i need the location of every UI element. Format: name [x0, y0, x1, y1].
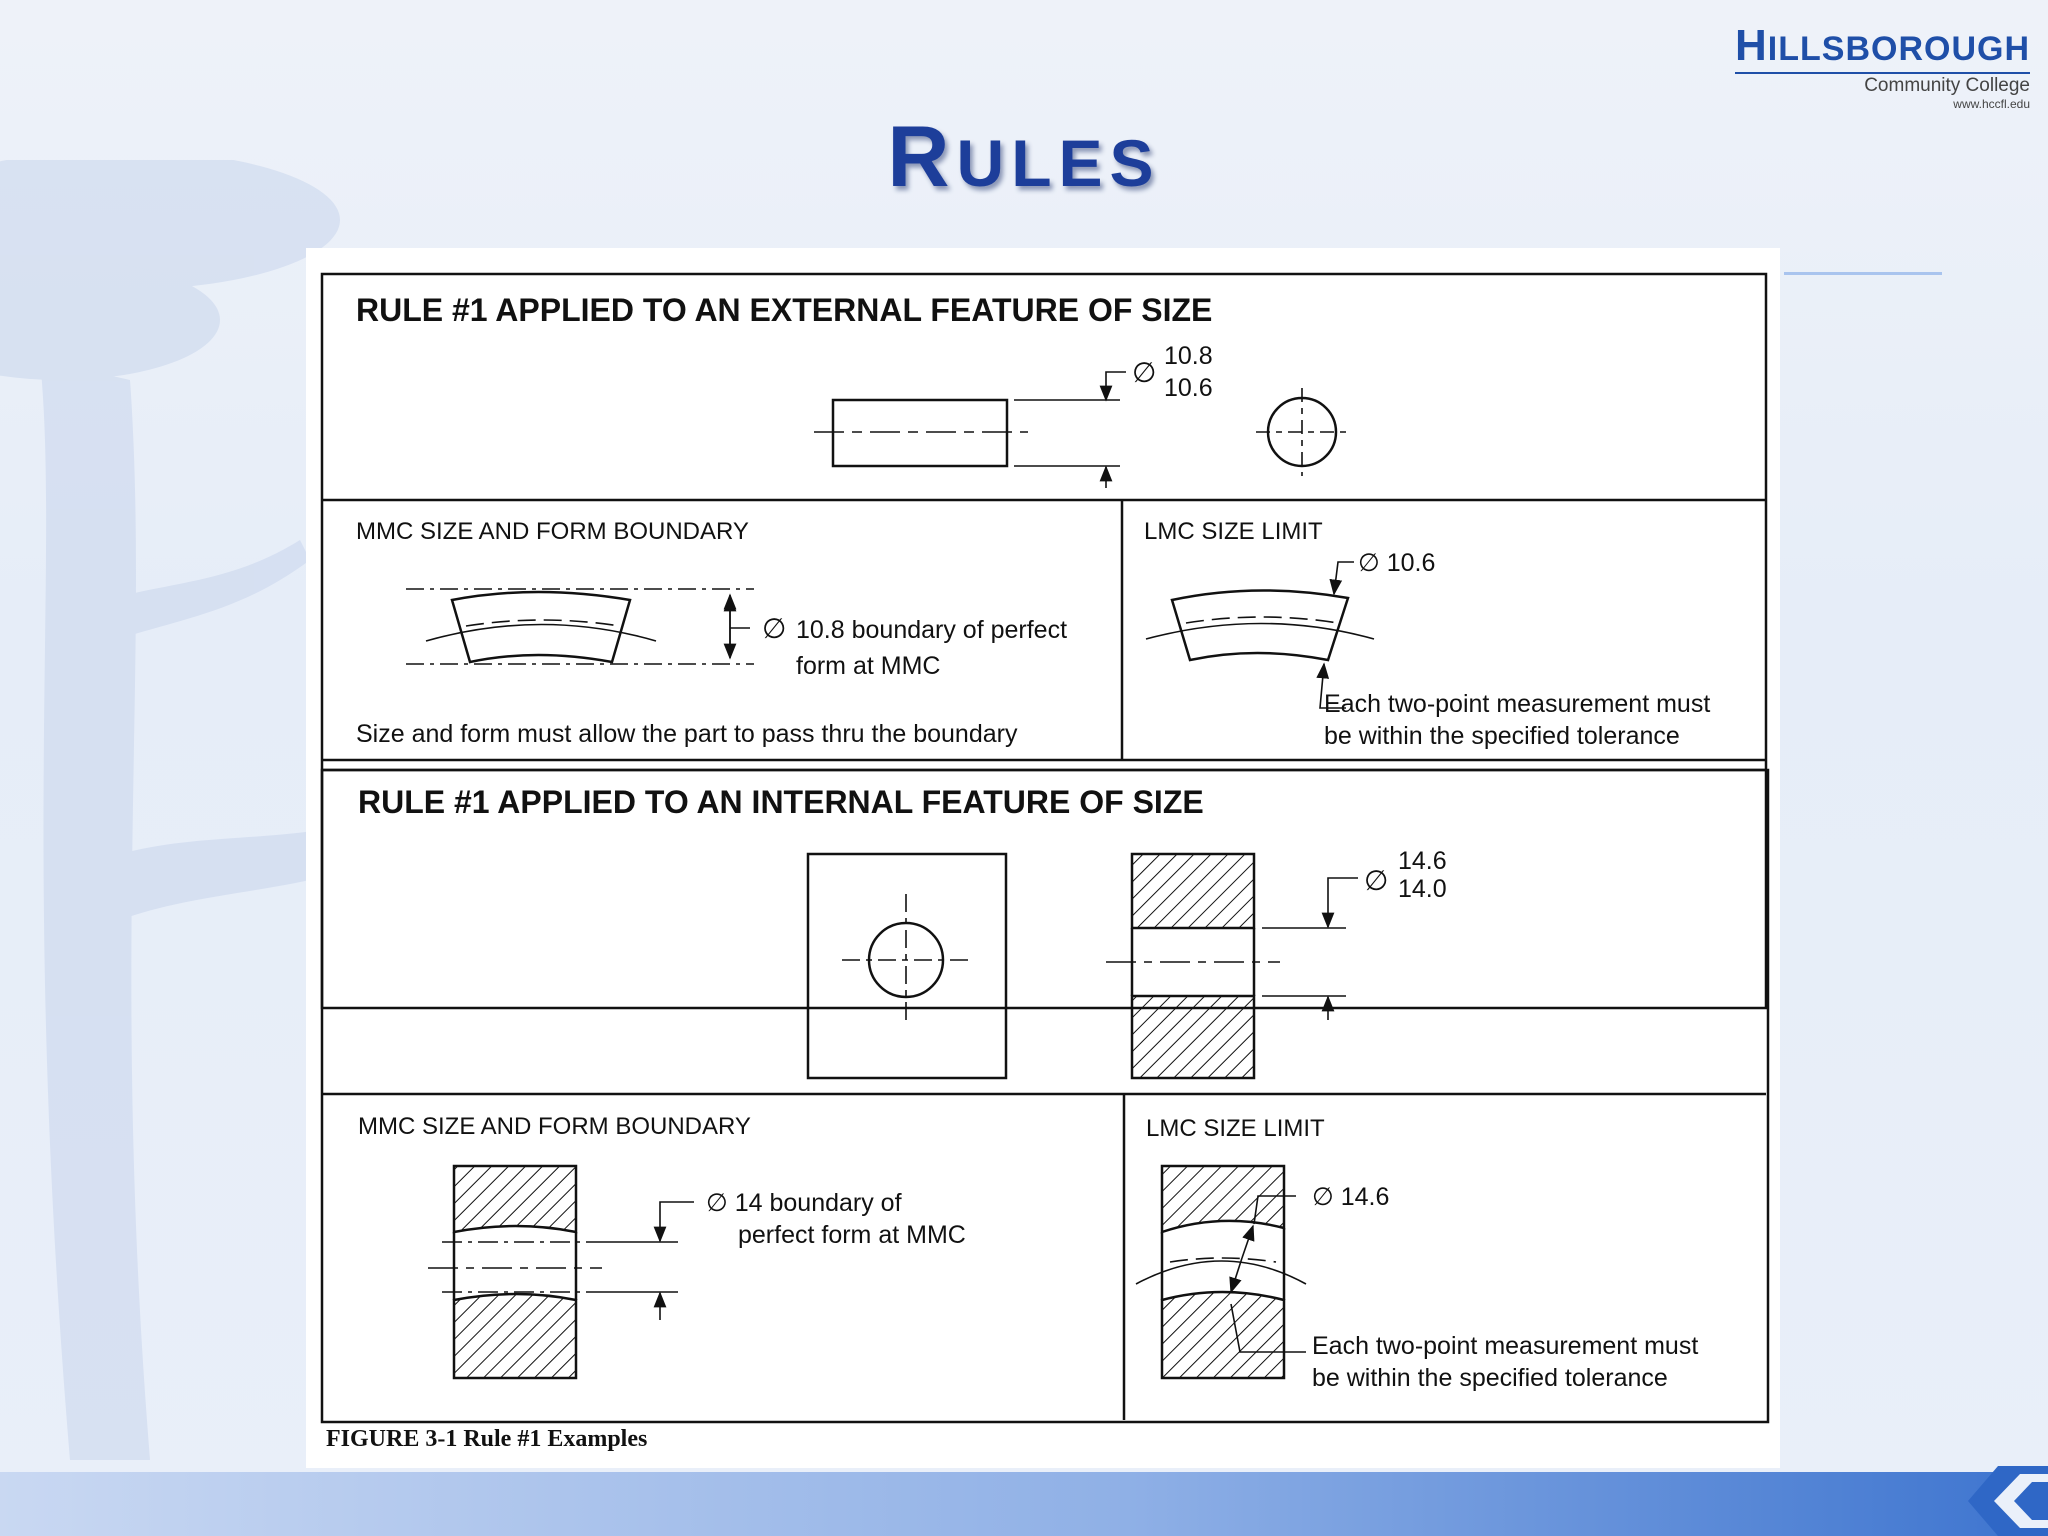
- logo-rule: [1735, 72, 2030, 74]
- internal-mmc-heading: MMC SIZE AND FORM BOUNDARY: [358, 1113, 751, 1140]
- slide-title: RULES: [887, 109, 1161, 205]
- internal-heading: RULE #1 APPLIED TO AN INTERNAL FEATURE OF SIZE: [358, 784, 1204, 820]
- external-dim-upper: 10.8: [1164, 342, 1213, 370]
- external-lmc-dim: ∅ 10.6: [1358, 549, 1436, 577]
- pin-end-view: [1256, 388, 1348, 476]
- plate-section-view: [1106, 854, 1358, 1078]
- internal-mmc-note-1: ∅ 14 boundary of: [706, 1189, 902, 1217]
- internal-dim-upper: 14.6: [1398, 847, 1447, 875]
- internal-dim-symbol: ∅: [1364, 865, 1389, 896]
- external-mmc-boundary-drawing: [406, 589, 754, 664]
- external-mmc-symbol: ∅: [762, 613, 787, 644]
- chevron-left-icon: [1928, 1466, 2048, 1536]
- internal-mmc-note-2: perfect form at MMC: [738, 1221, 966, 1249]
- external-lmc-note-1: Each two-point measurement must: [1324, 690, 1711, 718]
- rule-diagram: [306, 248, 1780, 1468]
- external-mmc-heading: MMC SIZE AND FORM BOUNDARY: [356, 518, 749, 545]
- internal-dim-lower: 14.0: [1398, 875, 1447, 903]
- external-mmc-note-2: form at MMC: [796, 652, 941, 680]
- external-mmc-footer: Size and form must allow the part to pass thru the boundary: [356, 720, 1018, 748]
- internal-lmc-note-2: be within the specified tolerance: [1312, 1364, 1668, 1392]
- external-lmc-note-2: be within the specified tolerance: [1324, 722, 1680, 750]
- plate-front-view: [808, 854, 1006, 1078]
- pin-side-view: [814, 372, 1126, 488]
- college-logo: [1735, 21, 2030, 111]
- decorative-line: [1784, 272, 1942, 275]
- logo-wordmark: HILLSBOROUGH: [1735, 21, 2030, 70]
- internal-mmc-drawing: [428, 1166, 694, 1378]
- external-heading: RULE #1 APPLIED TO AN EXTERNAL FEATURE OF SIZE: [356, 292, 1213, 328]
- internal-lmc-drawing: [1136, 1166, 1306, 1378]
- internal-lmc-dim: ∅ 14.6: [1312, 1183, 1390, 1211]
- logo-url: www.hccfl.edu: [1953, 96, 2030, 111]
- internal-lmc-note-1: Each two-point measurement must: [1312, 1332, 1699, 1360]
- external-dim-lower: 10.6: [1164, 374, 1213, 402]
- internal-lmc-heading: LMC SIZE LIMIT: [1146, 1115, 1325, 1142]
- figure-caption: FIGURE 3-1 Rule #1 Examples: [326, 1426, 648, 1452]
- footer-bar: [0, 1472, 2048, 1536]
- figure-panel: [306, 248, 1780, 1468]
- logo-subtitle: Community College: [1864, 75, 2030, 96]
- external-lmc-drawing: [1146, 562, 1374, 708]
- external-mmc-note-1: 10.8 boundary of perfect: [796, 616, 1068, 644]
- external-dim-symbol: ∅: [1132, 357, 1157, 388]
- external-lmc-heading: LMC SIZE LIMIT: [1144, 518, 1323, 545]
